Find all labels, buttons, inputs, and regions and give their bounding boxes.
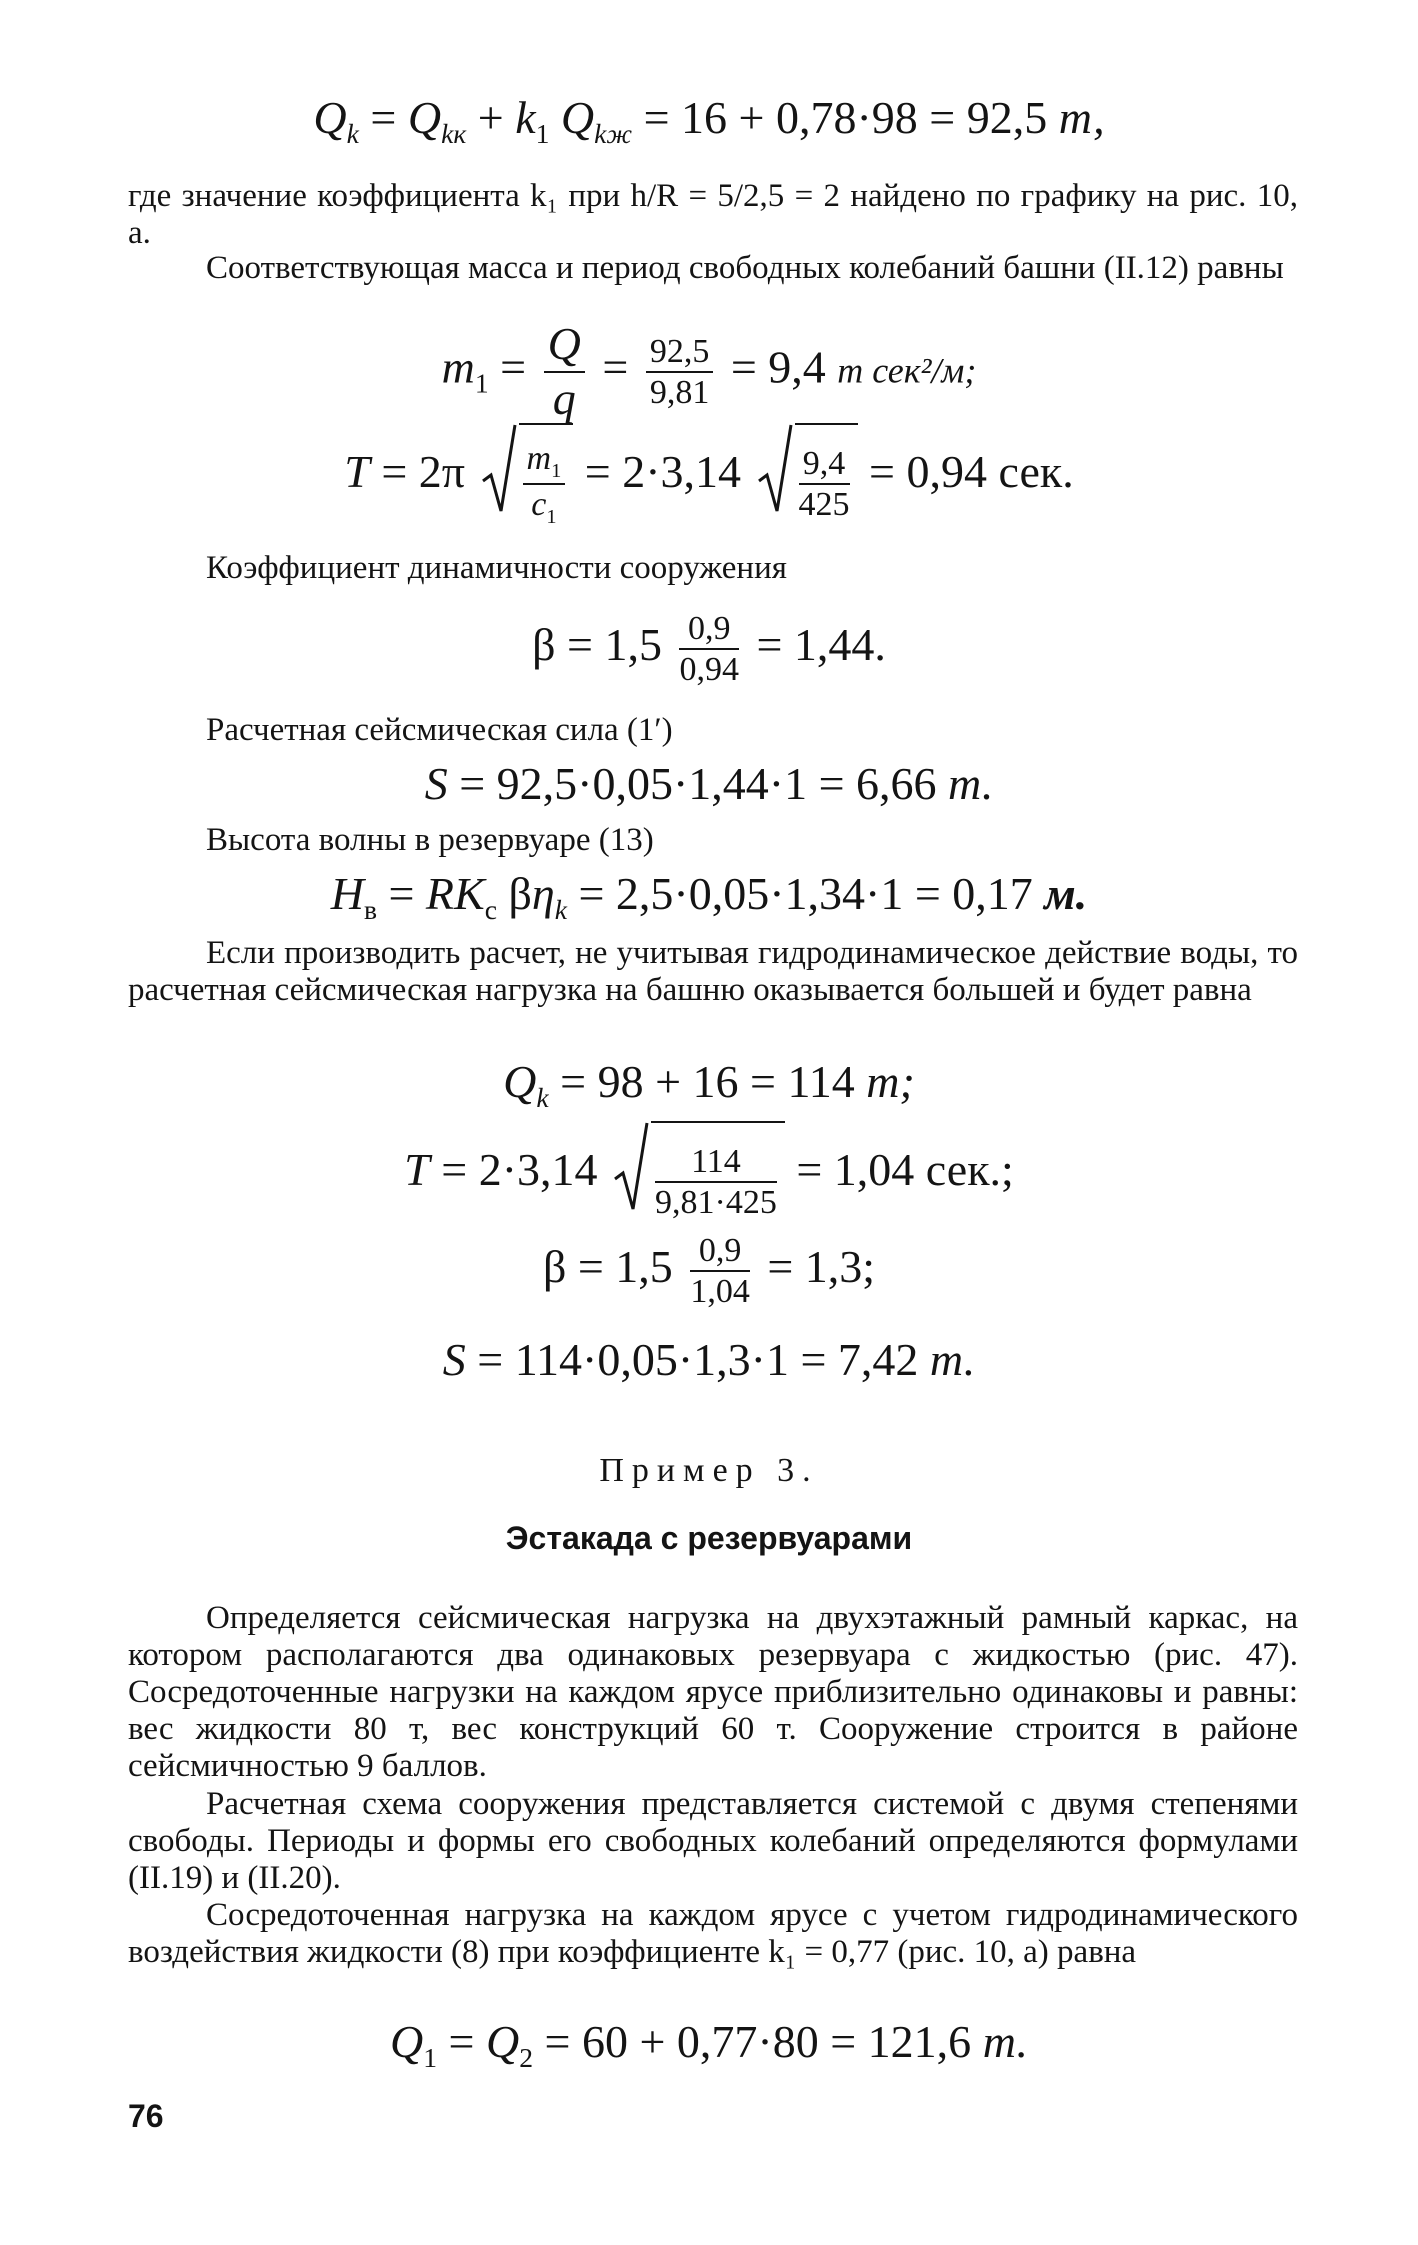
beta1-den: 0,94 bbox=[679, 651, 739, 689]
sqrt-icon bbox=[481, 423, 517, 513]
t1-mid: = 2·3,14 bbox=[584, 446, 742, 497]
t2-num: 114 bbox=[655, 1142, 777, 1183]
paragraph-seismic-force: Расчетная сейсмическая сила (1′) bbox=[206, 712, 673, 748]
beta2-rhs: = 1,3; bbox=[767, 1241, 876, 1292]
t2-den: 9,81·425 bbox=[655, 1183, 777, 1221]
t2-lhs: = 2·3,14 bbox=[441, 1144, 598, 1195]
formula-qk-unit: т, bbox=[1058, 92, 1105, 143]
formula-qk-rhs: = 16 + 0,78·98 = 92,5 bbox=[643, 92, 1048, 143]
beta1-lhs: β = 1,5 bbox=[532, 619, 662, 670]
paragraph-mass-period: Соответствующая масса и период свободных колебаний башни (II.12) равны bbox=[206, 250, 1284, 286]
s1-unit: т. bbox=[948, 758, 994, 809]
paragraph-design-scheme: Расчетная схема сооружения представляется системой с двумя степенями свободы. Периоды и формы его свободных колебаний определяются формулами (II.19) и (II.20). bbox=[128, 1786, 1298, 1896]
paragraph-coefficient-note: где значение коэффициента k₁ при h/R = 5/2,5 = 2 найдено по графику на рис. 10, а. bbox=[128, 178, 1298, 251]
t2-rhs: = 1,04 сек.; bbox=[796, 1144, 1014, 1195]
m1-den: q bbox=[552, 372, 576, 424]
formula-s2: S = 114·0,05·1,3·1 = 7,42 т. bbox=[442, 1334, 976, 1385]
beta1-num: 0,9 bbox=[679, 609, 739, 650]
t1-den: 425 bbox=[798, 485, 850, 523]
beta2-num: 0,9 bbox=[690, 1231, 750, 1272]
paragraph-wave-height: Высота волны в резервуаре (13) bbox=[206, 822, 654, 858]
qk2-rhs: = 98 + 16 = 114 bbox=[560, 1056, 855, 1107]
sqrt-icon bbox=[613, 1121, 649, 1211]
t1-num: 9,4 bbox=[799, 444, 850, 485]
s2-rhs: = 114·0,05·1,3·1 = 7,42 bbox=[477, 1334, 919, 1385]
beta1-rhs: = 1,44. bbox=[756, 619, 886, 670]
formula-beta1 bbox=[0, 600, 1418, 690]
formula-q1-q2: $Q_1 = Q_2 = 60 + 0,77\cdot 80 = 121,6$ т. bbox=[390, 2016, 1028, 2074]
example-title: Пример 3. bbox=[599, 1452, 819, 1489]
m1-num: Q bbox=[544, 318, 585, 373]
formula-period-t2: T = 2·3,14 $\frac{114}{9,81\cdot 425}$ = 1,04 сек.; bbox=[0, 1120, 1418, 1220]
section-title: Эстакада с резервуарами bbox=[505, 1520, 913, 1556]
formula-period-t1: T = 2π $\frac{m_1}{c_1}$ = 2·3,14 $\frac{9,4}{425}$ = 0,94 сек. bbox=[0, 422, 1418, 522]
t1-rhs: = 0,94 сек. bbox=[869, 446, 1074, 497]
paragraph-without-hydrodynamic: Если производить расчет, не учитывая гидродинамическое действие воды, то расчетная сейсмическая нагрузка на башню оказывается большей и будет равна bbox=[128, 935, 1298, 1008]
formula-beta2 bbox=[0, 1222, 1418, 1312]
m1-rhs: = 9,4 bbox=[730, 341, 826, 393]
hv-rhs: = 2,5·0,05·1,34·1 = 0,17 bbox=[578, 868, 1033, 919]
s2-unit: т. bbox=[929, 1334, 976, 1385]
formula-s1: S = 92,5·0,05·1,44·1 = 6,66 т. bbox=[424, 758, 994, 809]
qk2-unit: т; bbox=[866, 1056, 915, 1107]
hv-unit: м. bbox=[1044, 868, 1088, 919]
m1-num2: 92,5 bbox=[646, 332, 714, 373]
s1-rhs: = 92,5·0,05·1,44·1 = 6,66 bbox=[459, 758, 937, 809]
sqrt-icon bbox=[757, 423, 793, 513]
beta2-den: 1,04 bbox=[690, 1273, 750, 1311]
m1-unit: т сек²/м; bbox=[837, 350, 977, 391]
beta2-lhs: β = 1,5 bbox=[542, 1241, 673, 1292]
formula-wave-height: $H_в = RK_c$ $\beta\eta_k = 2,5\cdot 0,05\cdot 1,34\cdot 1 = 0,17$ м. bbox=[330, 868, 1088, 926]
m1-den2: 9,81 bbox=[649, 373, 710, 411]
paragraph-dynamic-coefficient: Коэффициент динамичности сооружения bbox=[206, 550, 787, 586]
page-number: 76 bbox=[128, 2098, 164, 2134]
paragraph-trestle-description: Определяется сейсмическая нагрузка на двухэтажный рамный каркас, на котором располагаются два одинаковых резервуара с жидкостью (рис. 47). Сосредоточенные нагрузки на каждом ярусе приблизительно одинаковы и равны: вес жидкости 80 т, вес конструкций 60 т. Сооружение строится в районе сейсмичностью 9 баллов. bbox=[128, 1600, 1298, 1784]
formula-qk: $Q_k = Q_{kк} + k_1$ $Q_{kж} = 16 + 0,78\cdot 98 = 92,5$ т, bbox=[313, 92, 1105, 150]
q12-rhs: = 60 + 0,77·80 = 121,6 bbox=[544, 2016, 972, 2067]
q12-unit: т. bbox=[982, 2016, 1028, 2067]
formula-m1: $m_1$ = $\frac{Q}{q}$ = $\frac{92,5}{9,81}$ = 9,4 т сек²/м; bbox=[441, 318, 977, 424]
formula-qk2: $Q_k = 98 + 16 = 114$ т; bbox=[503, 1056, 915, 1114]
paragraph-concentrated-load: Сосредоточенная нагрузка на каждом ярусе с учетом гидродинамического воздействия жидкости (8) при коэффициенте k₁ = 0,77 (рис. 10, а) равна bbox=[128, 1897, 1298, 1970]
